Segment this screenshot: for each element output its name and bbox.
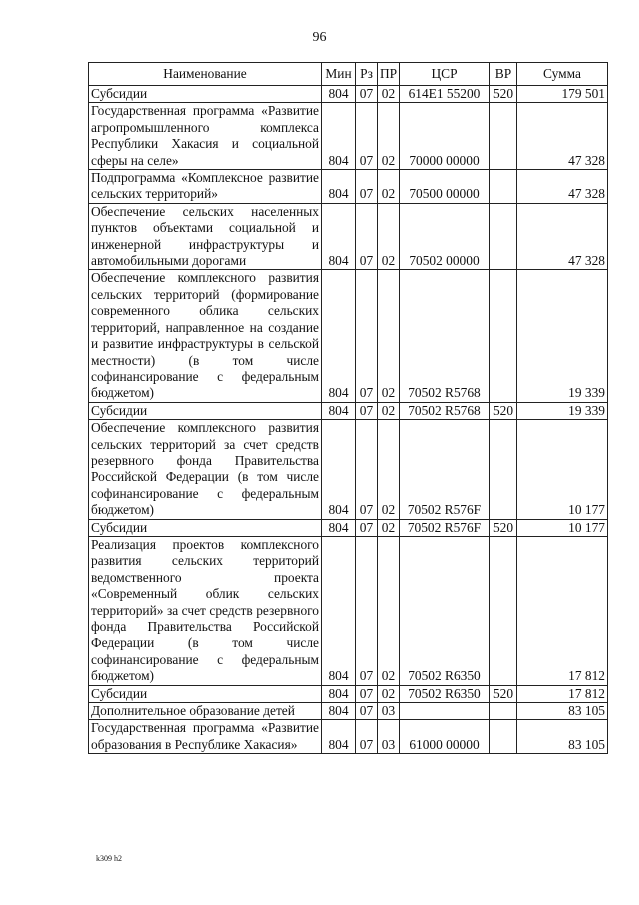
row-csr: 614E1 55200	[400, 86, 490, 103]
row-csr: 70502 R6350	[400, 685, 490, 702]
table-body	[89, 86, 608, 754]
row-min: 804	[322, 703, 356, 720]
row-vr: 520	[490, 86, 517, 103]
row-pr: 02	[378, 86, 400, 103]
row-min: 804	[322, 103, 356, 170]
table-row	[89, 720, 608, 754]
row-pr: 03	[378, 703, 400, 720]
row-csr: 70502 R5768	[400, 270, 490, 402]
row-name: Дополнительное образование детей	[89, 703, 322, 720]
row-min: 804	[322, 420, 356, 519]
row-csr: 70500 00000	[400, 170, 490, 204]
row-pr: 02	[378, 270, 400, 402]
row-min: 804	[322, 720, 356, 754]
row-name: Субсидии	[89, 86, 322, 103]
row-pr: 03	[378, 720, 400, 754]
table-row	[89, 270, 608, 402]
row-rz: 07	[356, 103, 378, 170]
row-csr: 61000 00000	[400, 720, 490, 754]
row-vr: 520	[490, 685, 517, 702]
row-sum: 19 339	[517, 402, 608, 419]
table-row	[89, 420, 608, 519]
row-sum: 17 812	[517, 685, 608, 702]
row-sum: 19 339	[517, 270, 608, 402]
row-csr	[400, 703, 490, 720]
row-min: 804	[322, 86, 356, 103]
row-rz: 07	[356, 703, 378, 720]
row-pr: 02	[378, 519, 400, 536]
row-rz: 07	[356, 519, 378, 536]
row-csr: 70502 R576F	[400, 519, 490, 536]
row-min: 804	[322, 519, 356, 536]
row-rz: 07	[356, 402, 378, 419]
row-vr	[490, 170, 517, 204]
row-sum: 10 177	[517, 420, 608, 519]
row-pr: 02	[378, 420, 400, 519]
row-vr	[490, 720, 517, 754]
row-name: Субсидии	[89, 402, 322, 419]
row-min: 804	[322, 685, 356, 702]
budget-table	[88, 62, 608, 754]
row-sum: 83 105	[517, 720, 608, 754]
row-pr: 02	[378, 203, 400, 270]
row-sum: 179 501	[517, 86, 608, 103]
header-sum: Сумма	[517, 63, 608, 86]
row-vr	[490, 536, 517, 685]
row-rz: 07	[356, 720, 378, 754]
footer-code: k309 h2	[96, 854, 122, 863]
row-sum: 47 328	[517, 203, 608, 270]
row-csr: 70502 R5768	[400, 402, 490, 419]
header-vr: ВР	[490, 63, 517, 86]
row-sum: 83 105	[517, 703, 608, 720]
header-csr: ЦСР	[400, 63, 490, 86]
row-name: Реализация проектов комплексного развития сельских территорий ведомственного проекта «Современный облик сельских территорий» за счет средств резервного фонда Правительства Российской Федерации (в том числе софинансирование с федеральным бюджетом)	[89, 536, 322, 685]
header-row	[89, 63, 608, 86]
row-rz: 07	[356, 170, 378, 204]
row-pr: 02	[378, 402, 400, 419]
row-vr	[490, 203, 517, 270]
header-rz: Рз	[356, 63, 378, 86]
row-vr: 520	[490, 402, 517, 419]
row-name: Государственная программа «Развитие образования в Республике Хакасия»	[89, 720, 322, 754]
row-sum: 47 328	[517, 103, 608, 170]
header-min: Мин	[322, 63, 356, 86]
table-row	[89, 685, 608, 702]
row-min: 804	[322, 402, 356, 419]
table-row	[89, 103, 608, 170]
row-csr: 70502 00000	[400, 203, 490, 270]
row-name: Обеспечение сельских населенных пунктов объектами социальной и инженерной инфраструктуры и автомобильными дорогами	[89, 203, 322, 270]
row-name: Обеспечение комплексного развития сельских территорий за счет средств резервного фонда Правительства Российской Федерации (в том числе софинансирование с федеральным бюджетом)	[89, 420, 322, 519]
row-pr: 02	[378, 685, 400, 702]
row-min: 804	[322, 270, 356, 402]
page-number: 96	[312, 30, 327, 45]
table-row	[89, 203, 608, 270]
row-vr: 520	[490, 519, 517, 536]
row-rz: 07	[356, 203, 378, 270]
row-csr: 70502 R576F	[400, 420, 490, 519]
row-pr: 02	[378, 536, 400, 685]
row-vr	[490, 420, 517, 519]
row-name: Субсидии	[89, 685, 322, 702]
row-min: 804	[322, 536, 356, 685]
row-rz: 07	[356, 270, 378, 402]
row-name: Обеспечение комплексного развития сельских территорий (формирование современного облика сельских территорий, направленное на создание и развитие инфраструктуры в сельской местности) (в том числе софинансирование с федеральным бюджетом)	[89, 270, 322, 402]
row-sum: 17 812	[517, 536, 608, 685]
table-row	[89, 86, 608, 103]
table-row	[89, 703, 608, 720]
row-min: 804	[322, 170, 356, 204]
row-sum: 47 328	[517, 170, 608, 204]
row-rz: 07	[356, 536, 378, 685]
row-vr	[490, 703, 517, 720]
row-rz: 07	[356, 685, 378, 702]
table-row	[89, 519, 608, 536]
header-pr: ПР	[378, 63, 400, 86]
row-vr	[490, 270, 517, 402]
row-name: Субсидии	[89, 519, 322, 536]
header-name: Наименование	[89, 63, 322, 86]
row-sum: 10 177	[517, 519, 608, 536]
row-pr: 02	[378, 103, 400, 170]
table-row	[89, 402, 608, 419]
table-row	[89, 536, 608, 685]
row-rz: 07	[356, 86, 378, 103]
row-csr: 70000 00000	[400, 103, 490, 170]
table-row	[89, 170, 608, 204]
row-min: 804	[322, 203, 356, 270]
row-rz: 07	[356, 420, 378, 519]
row-csr: 70502 R6350	[400, 536, 490, 685]
row-pr: 02	[378, 170, 400, 204]
row-vr	[490, 103, 517, 170]
row-name: Подпрограмма «Комплексное развитие сельских территорий»	[89, 170, 322, 204]
row-name: Государственная программа «Развитие агропромышленного комплекса Республики Хакасия и социальной сферы на селе»	[89, 103, 322, 170]
